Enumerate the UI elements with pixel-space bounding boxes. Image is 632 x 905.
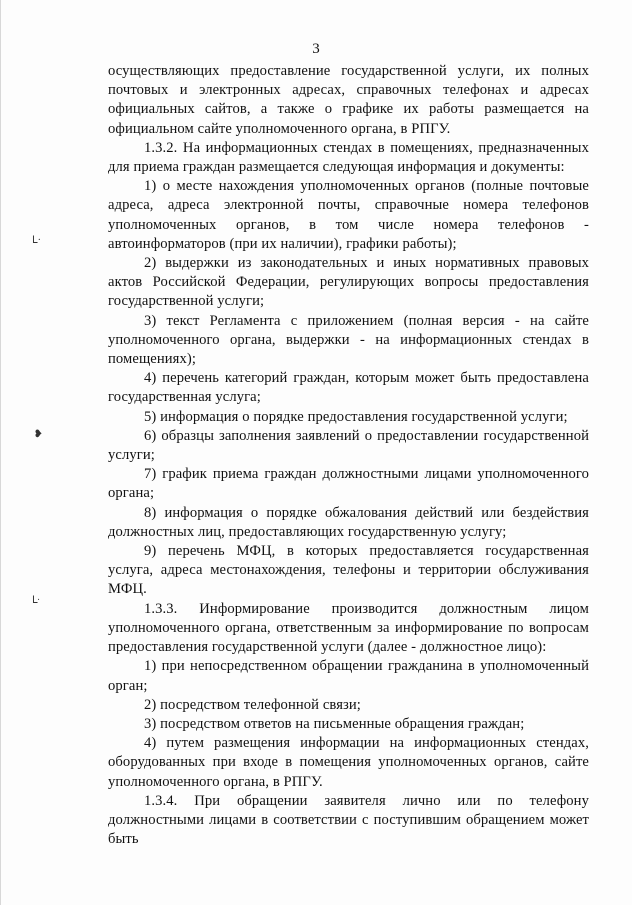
paragraph: 1.3.3. Информирование производится должностным лицом уполномоченного органа, ответственным за информирование по вопросам предоставления государственной услуги (далее - должностное лицо): xyxy=(108,600,589,656)
scan-artifact-mark: ᒪ· xyxy=(32,235,41,246)
paragraph: 1) о месте нахождения уполномоченных органов (полные почтовые адреса, адреса электронной почты, справочные номера телефонов уполномоченных органов, в том числе номера телефонов - автоинформаторов (при их наличии), графики работы); xyxy=(108,178,589,252)
paragraph: 9) перечень МФЦ, в которых предоставляется государственная услуга, адреса местонахождения, телефоны и территории обслуживания МФЦ. xyxy=(108,543,589,598)
scan-artifact-mark: ᒷ xyxy=(32,595,40,606)
paragraph: 1.3.2. На информационных стендах в помещениях, предназначенных для приема граждан размещается следующая информация и документы: xyxy=(108,139,589,176)
paragraph: 2) выдержки из законодательных и иных нормативных правовых актов Российской Федерации, регулирующих вопросы предоставления государственной услуги; xyxy=(108,255,589,310)
document-body xyxy=(108,62,589,849)
paragraph: 4) перечень категорий граждан, которым может быть предоставлена государственная услуга; xyxy=(108,370,589,406)
scan-edge-line xyxy=(0,0,1,905)
paragraph: 1.3.4. При обращении заявителя лично или по телефону должностными лицами в соответствии с поступившим обращением может быть xyxy=(108,792,589,848)
paragraph: 8) информация о порядке обжалования действий или бездействия должностных лиц, предоставляющих государственную услугу; xyxy=(108,504,589,540)
paragraph: 1) при непосредственном обращении гражданина в уполномоченный орган; xyxy=(108,658,589,694)
paragraph: 5) информация о порядке предоставления государственной услуги; xyxy=(144,408,568,425)
page-number: 3 xyxy=(312,41,320,57)
paragraph: осуществляющих предоставление государственной услуги, их полных почтовых и электронных адресах, справочных телефонах и адресах официальных сайтов, а также о графике их работы размещается на официальном сайте уполномоченного органа, в РПГУ. xyxy=(108,63,589,137)
paragraph: 2) посредством телефонной связи; xyxy=(144,696,361,713)
paragraph: 6) образцы заполнения заявлений о предоставлении государственной услуги; xyxy=(108,427,589,464)
paragraph: 4) путем размещения информации на информационных стендах, оборудованных при входе в помещения уполномоченных органов, сайте уполномоченного органа, в РПГУ. xyxy=(108,735,589,790)
scan-artifact-mark: ❥ xyxy=(34,429,43,440)
paragraph: 3) текст Регламента с приложением (полная версия - на сайте уполномоченного органа, выдержки - на информационных стендах в помещениях); xyxy=(108,312,589,368)
paragraph: 7) график приема граждан должностными лицами уполномоченного органа; xyxy=(108,466,589,502)
paragraph: 3) посредством ответов на письменные обращения граждан; xyxy=(144,715,525,732)
